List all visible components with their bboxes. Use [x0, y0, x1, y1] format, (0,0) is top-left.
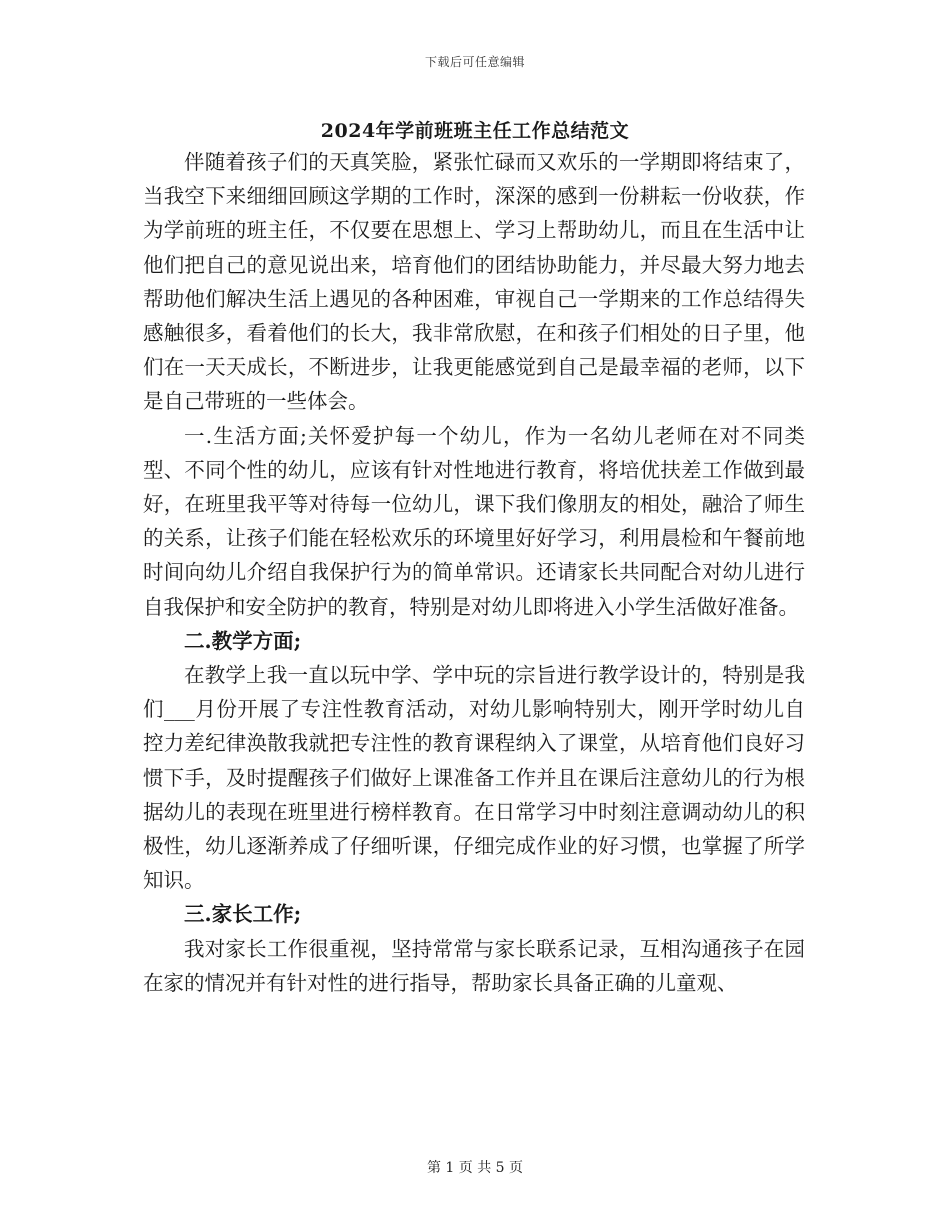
page-number: 第 1 页 共 5 页: [426, 1160, 524, 1176]
paragraph-teaching: 在教学上我一直以玩中学、学中玩的宗旨进行教学设计的，特别是我们___月份开展了专注性教育活动，对幼儿影响特别大，刚开学时幼儿自控力差纪律涣散我就把专注性的教育课程纳入了课堂，从培育他们良好习惯下手，及时提醒孩子们做好上课准备工作并且在课后注意幼儿的行为根据幼儿的表现在班里进行榜样教育。在日常学习中时刻注意调动幼儿的积极性，幼儿逐渐养成了仔细听课，仔细完成作业的好习惯，也掌握了所学知识。: [143, 663, 805, 893]
paragraph-parents: 我对家长工作很重视，坚持常常与家长联系记录，互相沟通孩子在园在家的情况并有针对性的进行指导，帮助家长具备正确的儿童观、: [143, 936, 805, 995]
paragraph-life: 一.生活方面;关怀爱护每一个幼儿，作为一名幼儿老师在对不同类型、不同个性的幼儿，应该有针对性地进行教育，将培优扶差工作做到最好，在班里我平等对待每一位幼儿，课下我们像朋友的相处，融洽了师生的关系，让孩子们能在轻松欢乐的环境里好好学习，利用晨检和午餐前地时间向幼儿介绍自我保护行为的简单常识。还请家长共同配合对幼儿进行自我保护和安全防护的教育，特别是对幼儿即将进入小学生活做好准备。: [143, 423, 805, 619]
heading-parents: 三.家长工作;: [184, 902, 302, 927]
document-body: [143, 145, 805, 1000]
document-title: 2024年学前班班主任工作总结范文: [320, 120, 630, 142]
paragraph-intro: 伴随着孩子们的天真笑脸，紧张忙碌而又欢乐的一学期即将结束了，当我空下来细细回顾这学期的工作时，深深的感到一份耕耘一份收获，作为学前班的班主任，不仅要在思想上、学习上帮助幼儿，而且在生活中让他们把自己的意见说出来，培育他们的团结协助能力，并尽最大努力地去帮助他们解决生活上遇见的各种困难，审视自己一学期来的工作总结得失感触很多，看着他们的长大，我非常欣慰，在和孩子们相处的日子里，他们在一天天成长，不断进步，让我更能感觉到自己是最幸福的老师，以下是自己带班的一些体会。: [143, 150, 805, 414]
page-header-note: 下载后可任意编辑: [424, 55, 525, 69]
heading-teaching: 二.教学方面;: [184, 628, 302, 653]
